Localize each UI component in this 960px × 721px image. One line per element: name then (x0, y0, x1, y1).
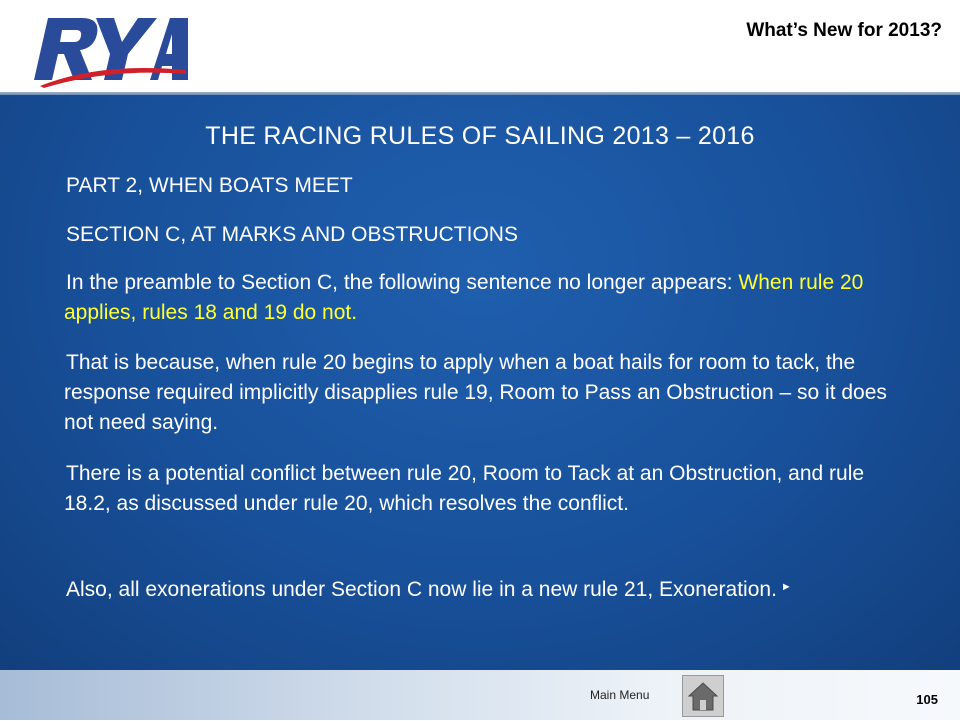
paragraph-exoneration-text: Also, all exonerations under Section C now lie in a new rule 21, Exoneration. (66, 578, 777, 601)
paragraph-preamble-text: In the preamble to Section C, the following sentence no longer appears: (66, 271, 739, 294)
home-button[interactable] (682, 675, 724, 717)
paragraph-conflict: There is a potential conflict between rule 20, Room to Tack at an Obstruction, and rule 18.2, as discussed under rule 20, which resolves the conflict. (64, 462, 865, 515)
slide-title: THE RACING RULES OF SAILING 2013 – 2016 (205, 122, 755, 150)
rya-logo (30, 10, 190, 88)
paragraph-explanation: That is because, when rule 20 begins to apply when a boat hails for room to tack, the response required implicitly disapplies rule 19, Room to Pass an Obstruction – so it does not need saying. (64, 351, 887, 434)
section-heading: SECTION C, AT MARKS AND OBSTRUCTIONS (66, 223, 518, 246)
part-heading: PART 2, WHEN BOATS MEET (66, 174, 353, 197)
main-menu-link[interactable]: Main Menu (590, 688, 650, 702)
quoted-sentence: When rule 20 applies, rules 18 and 19 do not. (64, 271, 864, 324)
page-number: 105 (916, 692, 938, 707)
home-icon (683, 676, 723, 716)
paragraph-exoneration (64, 572, 904, 605)
footer-bar (0, 670, 960, 720)
paragraph-preamble (64, 268, 904, 328)
header-bar (0, 0, 960, 95)
next-arrow-icon[interactable]: ► (780, 581, 792, 593)
header-title: What’s New for 2013? (746, 20, 942, 41)
